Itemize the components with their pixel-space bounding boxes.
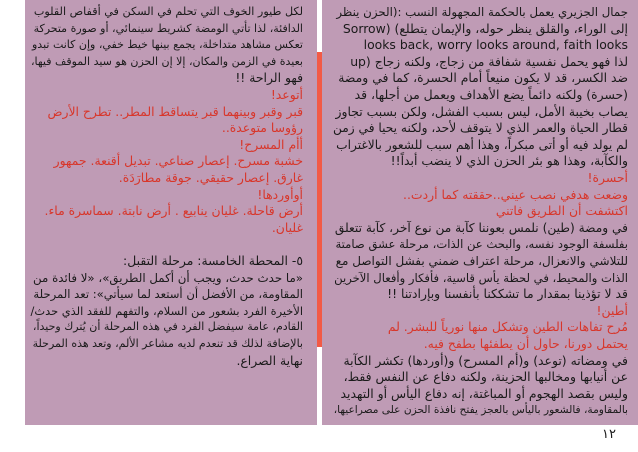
right-column-line: في ومضاته (توعد) و(أم المسرح) و(أوردها) تكشر الكآبة — [343, 352, 628, 368]
right-column-line: (حسرة) ولكنه دائماً يضع الأهداف ويعمل من أجلها، قد — [354, 87, 628, 102]
left-column-line: بالإضافة لذلك قد تنعدم لديه مشاعر الألم، وتعد هذه المرحلة — [32, 337, 303, 350]
right-column-line: بالمقاومة، فالشعور باليأس بالعجز يفتح نافذة الحزن على مصراعيها، — [333, 404, 628, 417]
column-divider — [317, 52, 322, 347]
left-column-line: تعكس مشاهد متداخلة، يجمع بينها خيط خفي، وإن كانت تبدو — [31, 38, 303, 52]
left-column-line: أوأوردها! — [257, 186, 303, 202]
right-column-line: مُرح تفاهات الطين وتشكل منها نورياً للبشر. لم — [387, 319, 628, 335]
left-column-line: الدافئة، لذا تأتي الومضة كشريط سينمائي، أو صورة متحركة — [33, 21, 303, 35]
left-column-line: لكل طيور الخوف التي تحلم في السكن في أقفاص القلوب — [33, 5, 303, 18]
left-text-column — [25, 0, 317, 425]
left-column-line: أرض قاحلة. غليان ينابيع . أرض نابتة. سماسرة ماء. — [44, 203, 303, 219]
right-column-line: والكآبة، وهذا هو بئر الحزن الذي لا ينضب أبداً!! — [390, 153, 628, 169]
left-column-line: القادم، عامة سيفضل الفرد في هذه المرحلة أن يُترك وحيداً، — [32, 320, 303, 334]
right-column-line: الذات والمحيط، في لحظة يأس قاسية، فأفكار وأفعال الآخرين — [334, 270, 628, 285]
right-column-line: بفلسفة الوجود نفسه، والبحث عن الذات، مرحلة عشق صامتة — [335, 237, 628, 252]
left-column-line: غليان. — [271, 219, 303, 235]
right-column-line: يحتمل دورنا، حاول أن يطفئها بطفح فيه. — [423, 336, 628, 351]
left-column-line: أأم المسرح! — [239, 136, 303, 152]
right-column-line: up) لذا فهو يحمل نفسية شفافة من زجاج، ولكنه زجاج — [350, 53, 628, 69]
left-column-line: الأخيرة الفرد بشعور من السلام، والتفهم للفقد الذي حدث/ — [30, 303, 303, 318]
left-column-line: رؤوسا متوعدة.. — [221, 120, 303, 136]
right-column-line: وليس بقصد الهجوم أو المباغتة، إنه دفاع اليأس أو التهديد — [340, 385, 628, 401]
right-column-line: يصاب بخيبة الأمل، ليس بسبب الفشل، ولكن بسبب تجاوز — [335, 103, 628, 119]
left-column-line: نهاية الصراع. — [236, 352, 303, 368]
right-column-line: ضد الكسر، قد لا يكون منيعاً أمام الحسرة، كما في ومضة — [338, 70, 628, 86]
left-column-line: غارق. إعصار حقيقي. جوقة مطارَدَة. — [118, 170, 303, 185]
right-column-line: أحسرة! — [587, 170, 628, 185]
right-column-line: قد لا تؤذينا بمقدار ما تشككنا بأنفسنا وبإرادتنا !! — [387, 286, 628, 302]
right-column-line: looks back, worry looks around, faith looks — [363, 37, 628, 53]
left-column-line: «ما حدث حدث، ويجب أن أكمل الطريق»، «لا فائدة من — [33, 270, 303, 285]
left-column-line: بعيدة في الزمن والمكان، إلا إن الحزن هو سيد الموقف فيها، — [30, 54, 303, 68]
left-column-line: المقاومة، من الأفضل أن أستعد لما سيأتي»: تعد المرحلة — [33, 287, 303, 302]
page-number: ١٢ — [602, 427, 616, 442]
right-column-line: في ومضة (طين) نلمس بعوننا كآبة من نوع آخر، كآبة تتعلق — [334, 220, 628, 235]
right-column-line: للتلاشي والانعزال، مرحلة اعتراف ضمني بفشل التواصل مع — [335, 254, 628, 268]
right-column-line: إلى الوراء، والقلق ينظر حوله، والإيمان يتطلع) (Sorrow — [342, 20, 628, 36]
left-column-line: خشبة مسرح. إعصار صناعي. تبديل أقنعة. جمهور — [53, 153, 303, 169]
right-column-line: لم يولد فيه أو أتى مبكراً، وهذا أهم سبب للشعور بالاغتراب — [336, 137, 628, 152]
right-column-line: قطار الحياة والعمر الذي لا يتوقف لأحد، ولكنه يحيا في زمن — [332, 121, 628, 136]
right-column-line: اكتشفت أن الطريق فاتني — [495, 203, 628, 219]
right-column-line: جمال الجزيري يعمل بالحكمة المجهولة النسب :(الحزن ينظر — [336, 5, 628, 19]
right-column-line: أطين! — [596, 302, 628, 318]
right-text-column — [322, 0, 638, 425]
left-column-line: ٥- المحطة الخامسة: مرحلة التقبل: — [123, 253, 303, 268]
left-column-line: فهو الراحة !! — [235, 70, 303, 86]
left-column-line: أتوعد! — [270, 87, 303, 102]
right-column-line: وضعت هدفي نصب عيني..حققته كما أردت.. — [403, 186, 628, 202]
left-column-line: قبر وقبر وبينهما قبر يتساقط المطر.. تطرح الأرض — [47, 103, 303, 119]
right-column-line: عن أنيابها ومخالبها الحزينة، ولكنه دفاع عن النفس فقط، — [343, 369, 628, 385]
